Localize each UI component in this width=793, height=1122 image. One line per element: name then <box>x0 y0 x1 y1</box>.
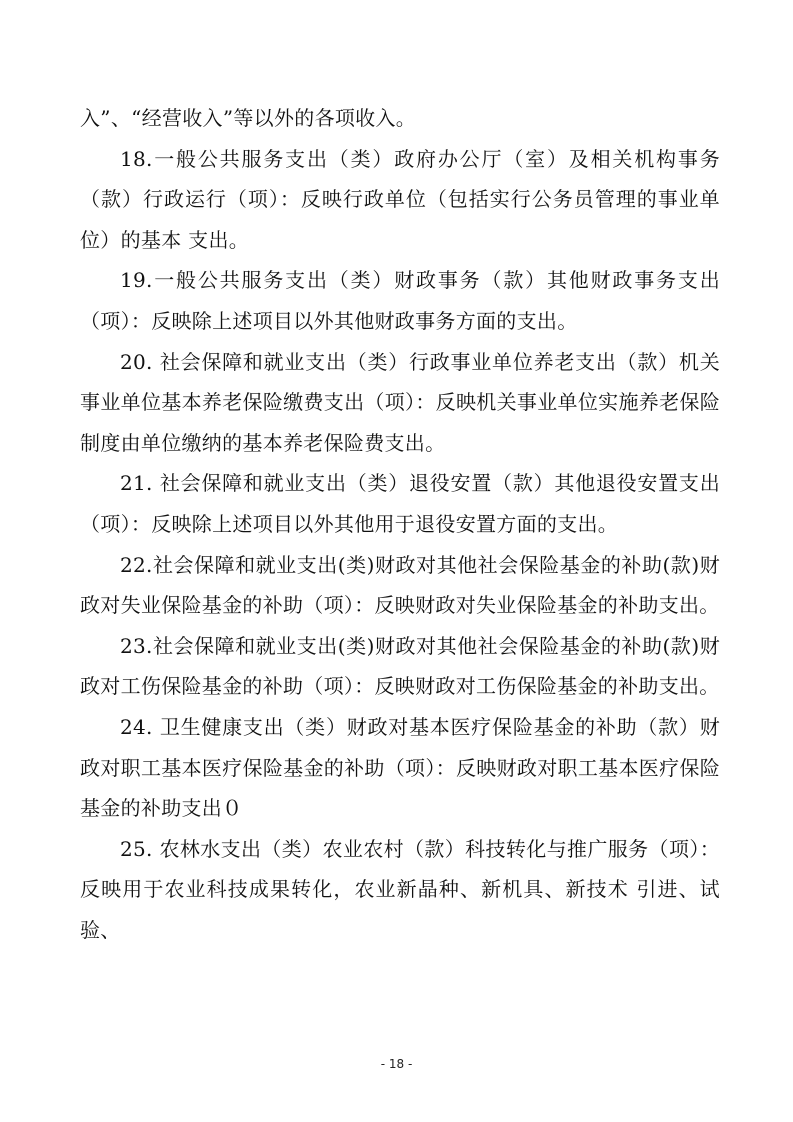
body-text <box>80 98 720 950</box>
paragraph-item-20: 20. 社会保障和就业支出（类）行政事业单位养老支出（款）机关事业单位基本养老保险缴费支出（项）：反映机关事业单位实施养老保险制度由单位缴纳的基本养老保险费支出。 <box>80 349 720 455</box>
paragraph-item-23: 23.社会保障和就业支出(类)财政对其他社会保险基金的补助(款)财政对工伤保险基金的补助（项）：反映财政对工伤保险基金的补助支出。 <box>80 633 720 699</box>
paragraph-item-22: 22.社会保障和就业支出(类)财政对其他社会保险基金的补助(款)财政对失业保险基金的补助（项）：反映财政对失业保险基金的补助支出。 <box>80 552 720 618</box>
paragraph-item-25: 25. 农林水支出（类）农业农村（款）科技转化与推广服务（项）：反映用于农业科技成果转化，农业新晶种、新机具、新技术 引进、试验、 <box>80 836 720 942</box>
paragraph-item-21: 21. 社会保障和就业支出（类）退役安置（款）其他退役安置支出（项）：反映除上述项目以外其他用于退役安置方面的支出。 <box>80 471 720 536</box>
page-number: - 18 - <box>380 1057 413 1071</box>
paragraph-continuation: 入”、“经营收入”等以外的各项收入。 <box>80 106 417 130</box>
paragraph-item-19: 19.一般公共服务支出（类）财政事务（款）其他财政事务支出（项）：反映除上述项目以外其他财政事务方面的支出。 <box>80 268 720 333</box>
paragraph-item-24: 24. 卫生健康支出（类）财政对基本医疗保险基金的补助（款）财政对职工基本医疗保险基金的补助（项）：反映财政对职工基本医疗保险基金的补助支出０ <box>80 714 720 821</box>
paragraph-item-18: 18.一般公共服务支出（类）政府办公厅（室）及相关机构事务（款）行政运行（项）：反映行政单位（包括实行公务员管理的事业单位）的基本 支出。 <box>80 146 720 252</box>
